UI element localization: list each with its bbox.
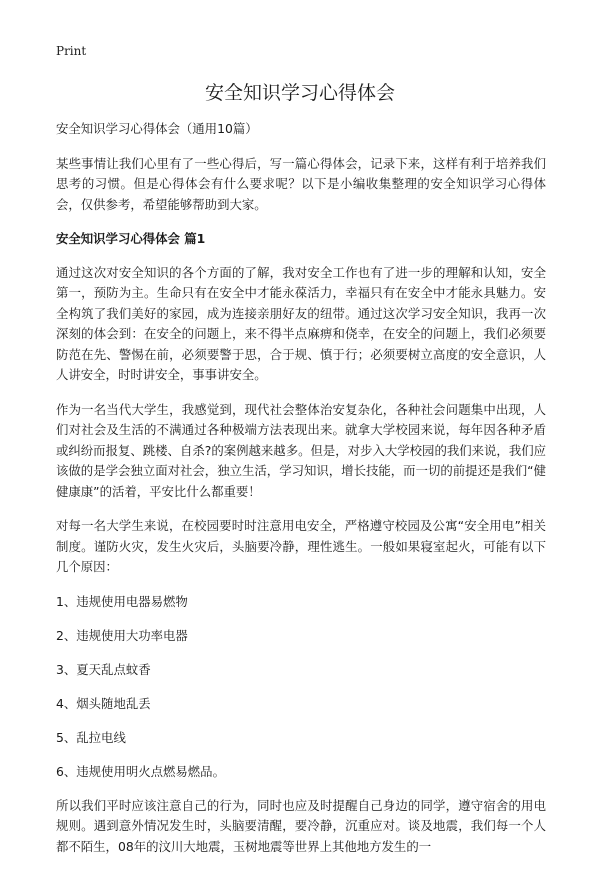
body-paragraph: 作为一名当代大学生，我感觉到，现代社会整体治安复杂化，各种社会问题集中出现，人们对社会及生活的不满通过各种极端方法表现出来。就拿大学校园来说，每年因各种矛盾或纠纷而报复、跳楼、自杀?的案例越来越多。但是，对步入大学校园的我们来说，我们应该做的是学会独立面对社会，独立生活，学习知识，增长技能，而一切的前提还是我们“健健康康”的活着，平安比什么都重要！: [56, 401, 546, 499]
body-paragraph: 对每一名大学生来说，在校园要时时注意用电安全，严格遵守校园及公寓“安全用电”相关制度。谨防火灾，发生火灾后，头脑要冷静，理性逃生。一般如果寝室起火，可能有以下几个原因：: [56, 518, 546, 574]
page-title: 安全知识学习心得体会: [204, 82, 395, 104]
list-item: 6、违规使用明火点燃易燃品。: [56, 763, 225, 779]
list-item: 5、乱拉电线: [56, 729, 126, 745]
document-body: [56, 119, 546, 871]
list-item: 4、烟头随地乱丢: [56, 695, 151, 711]
section-heading: 安全知识学习心得体会 篇1: [56, 231, 206, 246]
list-item: 2、违规使用大功率电器: [56, 627, 188, 643]
intro-paragraph: 某些事情让我们心里有了一些心得后，写一篇心得体会，记录下来，这样有利于培养我们思考的习惯。但是心得体会有什么要求呢？以下是小编收集整理的安全知识学习心得体会，仅供参考，希望能够帮助到大家。: [56, 155, 546, 212]
list-item: 1、违规使用电器易燃物: [56, 593, 188, 609]
print-link[interactable]: Print: [56, 44, 87, 58]
body-paragraph: 通过这次对安全知识的各个方面的了解，我对安全工作也有了进一步的理解和认知，安全第一，预防为主。生命只有在安全中才能永葆活力，幸福只有在安全中才能永具魅力。安全构筑了我们美好的家园，成为连接亲朋好友的纽带。通过这次学习安全知识，我再一次深刻的体会到：在安全的问题上，来不得半点麻痹和侥幸，在安全的问题上，我们必须要防范在先、警惕在前，必须要警于思，合于规、慎于行；必须要树立高度的安全意识，人人讲安全，时时讲安全，事事讲安全。: [56, 264, 546, 382]
list-item: 3、夏天乱点蚊香: [56, 661, 151, 677]
document-subtitle: 安全知识学习心得体会（通用10篇）: [56, 121, 258, 136]
closing-paragraph: 所以我们平时应该注意自己的行为，同时也应及时提醒自己身边的同学，遵守宿舍的用电规则。遇到意外情况发生时，头脑要清醒，要冷静，沉重应对。谈及地震，我们每一个人都不陌生，08年的汶川大地震，玉树地震等世界上其他地方发生的一: [56, 797, 546, 854]
